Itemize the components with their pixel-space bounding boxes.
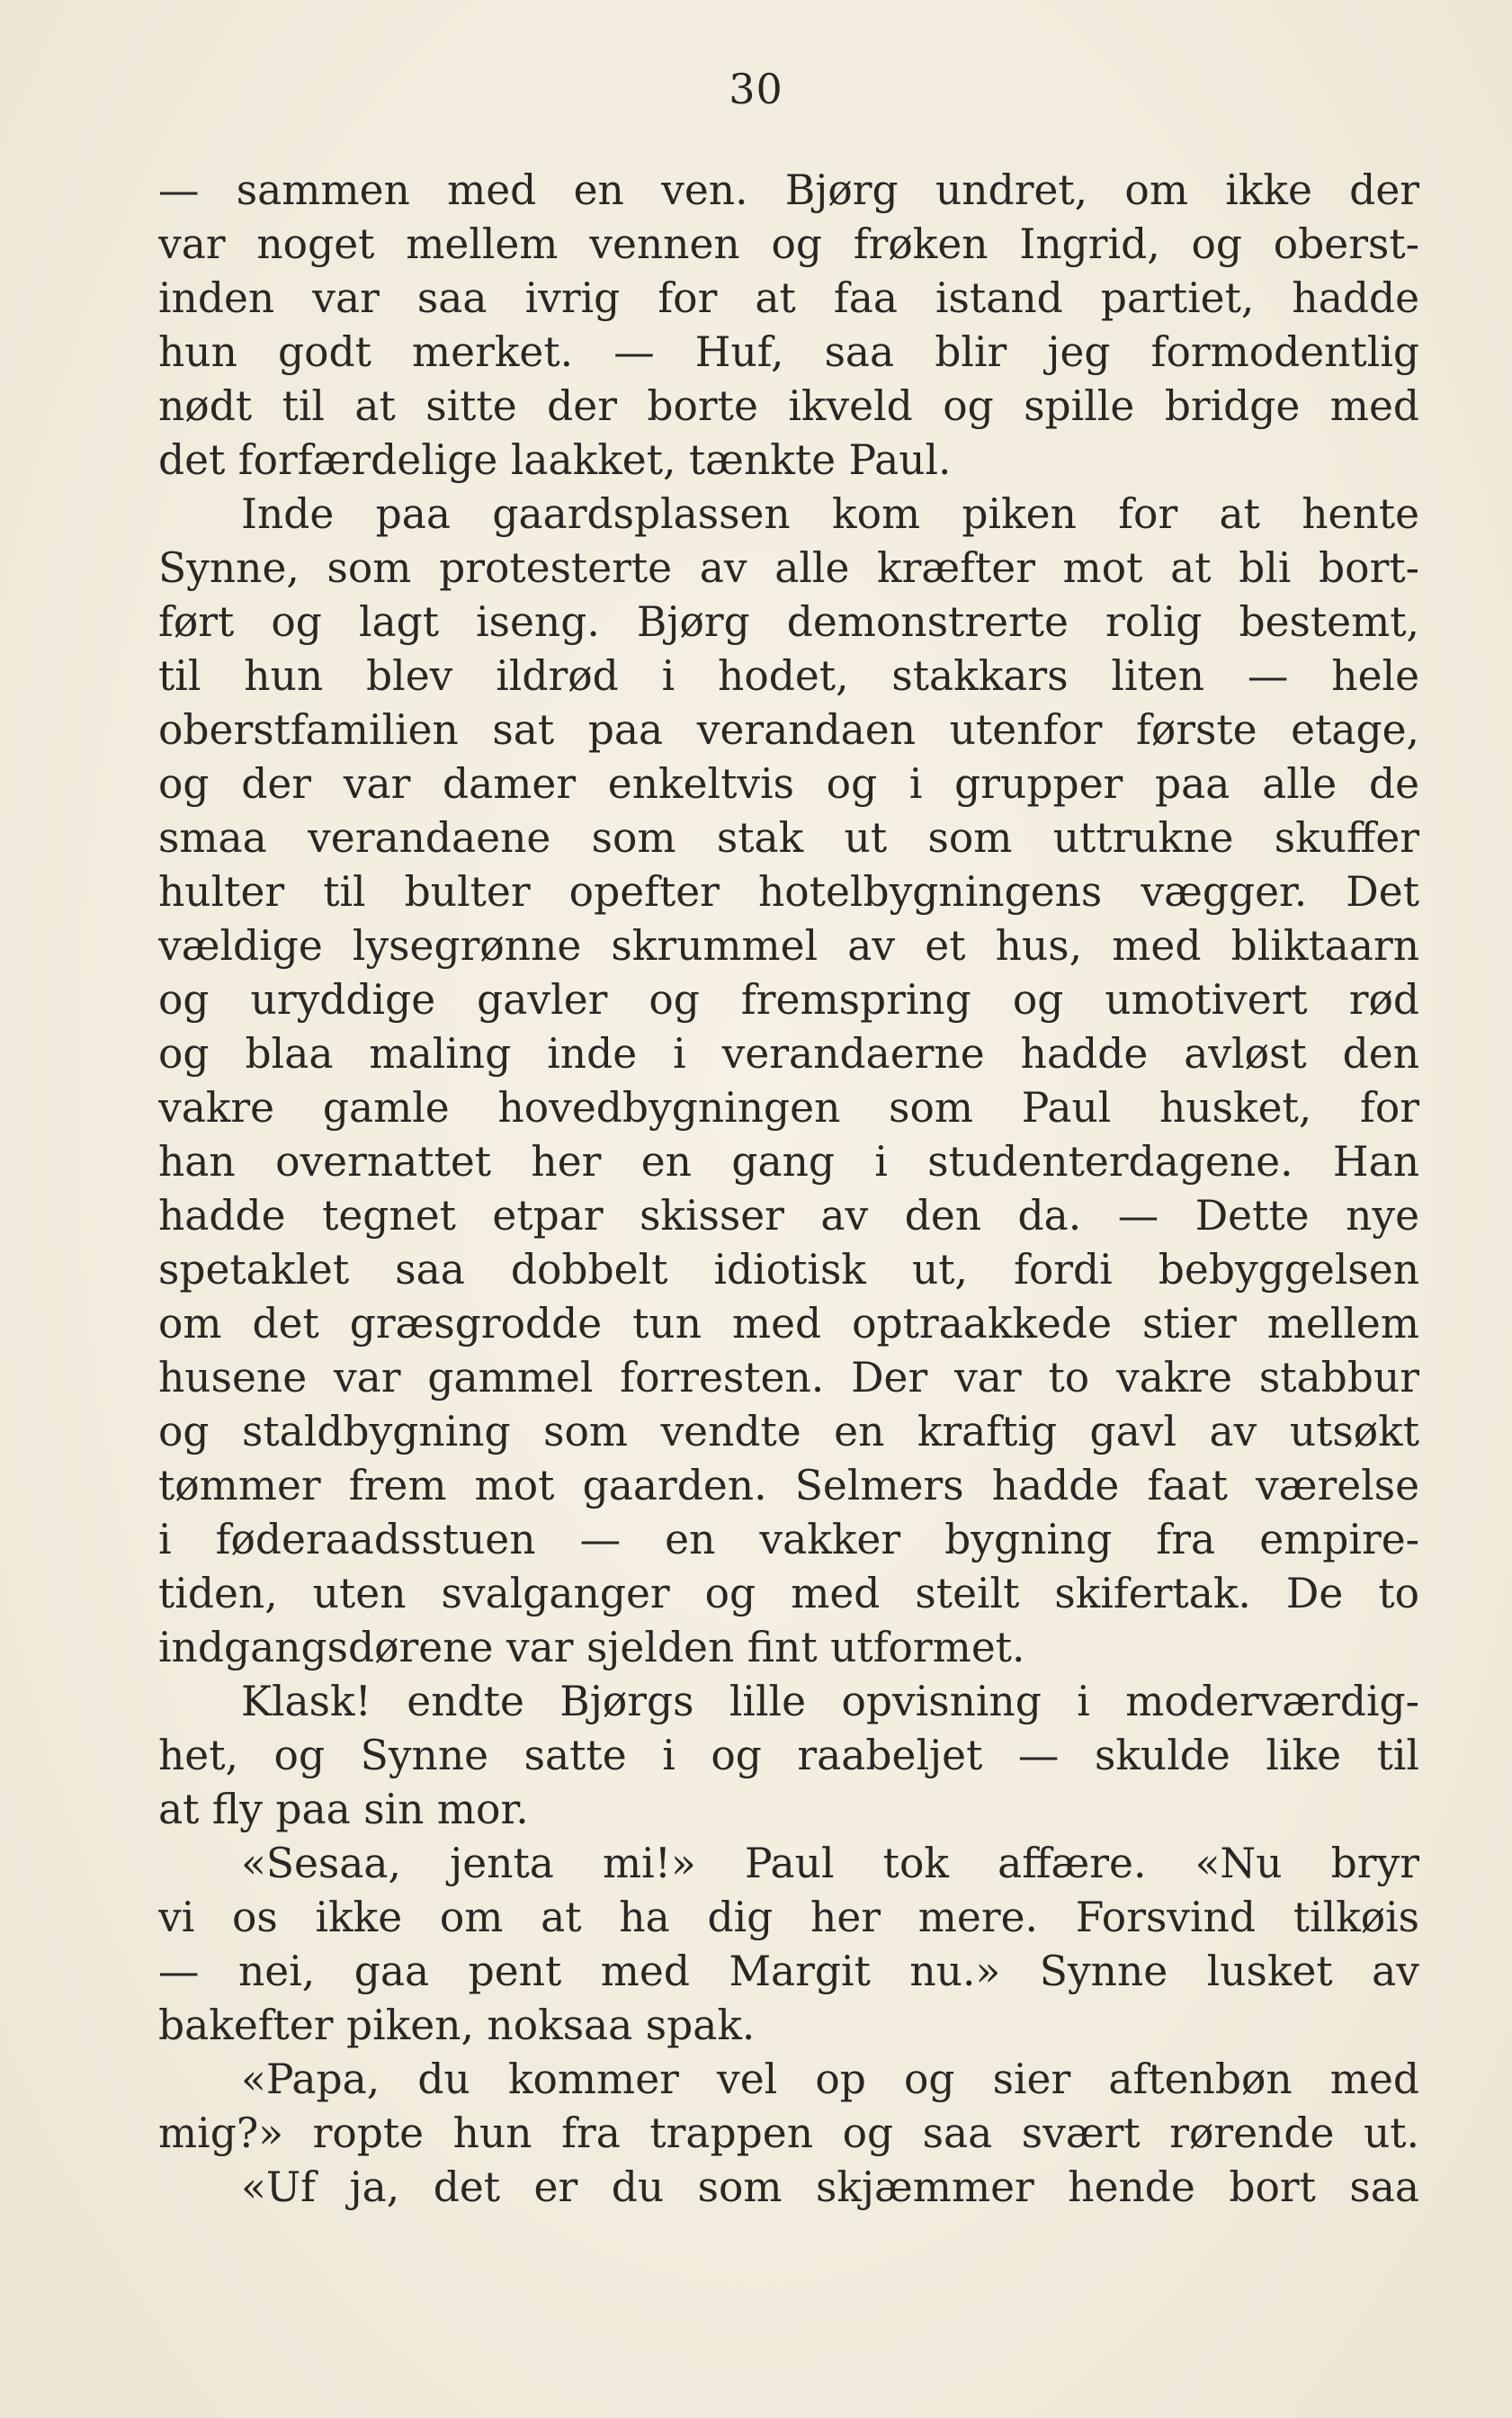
text-line: og uryddige gavler og fremspring og umotivert rød [158,976,1419,1024]
text-line: og blaa maling inde i verandaerne hadde avløst den [158,1030,1419,1078]
body-text [158,164,1419,2215]
text-line: «Sesaa, jenta mi!» Paul tok affære. «Nu bryr [241,1840,1419,1887]
text-line: hulter til bulter opefter hotelbygningens vægger. Det [158,868,1419,916]
text-line: het, og Synne satte i og raabeljet — skulde like til [158,1732,1419,1779]
text-line: han overnattet her en gang i studenterdagene. Han [158,1138,1419,1186]
page-number: 30 [729,65,783,113]
text-line: bakefter piken, noksaa spak. [158,2002,756,2049]
text-line: spetaklet saa dobbelt idiotisk ut, fordi bebyggelsen [158,1246,1419,1294]
text-line: mig?» ropte hun fra trappen og saa svært rørende ut. [158,2109,1419,2157]
text-line: til hun blev ildrød i hodet, stakkars liten — hele [158,652,1419,700]
text-line: nødt til at sitte der borte ikveld og spille bridge med [158,382,1419,430]
text-line: oberstfamilien sat paa verandaen utenfor første etage, [158,706,1419,754]
text-line: i føderaadsstuen — en vakker bygning fra empire- [158,1516,1419,1563]
text-line: tømmer frem mot gaarden. Selmers hadde faat værelse [158,1462,1419,1509]
text-line: var noget mellem vennen og frøken Ingrid, og oberst- [158,220,1419,268]
text-line: — sammen med en ven. Bjørg undret, om ikke der [158,166,1419,214]
text-line: om det græsgrodde tun med optraakkede stier mellem [158,1300,1419,1348]
text-line: det forfærdelige laakket, tænkte Paul. [158,436,952,484]
text-line: husene var gammel forresten. Der var to vakre stabbur [158,1354,1419,1402]
text-line: Klask! endte Bjørgs lille opvisning i moderværdig- [241,1678,1419,1725]
text-line: vældige lysegrønne skrummel av et hus, med bliktaarn [158,922,1419,970]
text-line: Synne, som protesterte av alle kræfter mot at bli bort- [158,544,1419,592]
text-line: vakre gamle hovedbygningen som Paul husket, for [158,1084,1419,1132]
text-line: og der var damer enkeltvis og i grupper paa alle de [158,760,1419,808]
text-line: inden var saa ivrig for at faa istand partiet, hadde [158,274,1419,322]
text-line: ført og lagt iseng. Bjørg demonstrerte rolig bestemt, [158,598,1419,646]
text-line: at fly paa sin mor. [158,1786,529,1833]
text-line: «Uf ja, det er du som skjæmmer hende bort saa [241,2163,1419,2211]
text-line: indgangsdørene var sjelden fint utformet. [158,1624,1025,1671]
text-line: hun godt merket. — Huf, saa blir jeg formodentlig [158,328,1419,376]
text-line: smaa verandaene som stak ut som uttrukne skuffer [158,814,1419,862]
text-line: hadde tegnet etpar skisser av den da. — Dette nye [158,1192,1419,1240]
text-line: tiden, uten svalganger og med steilt skifertak. De to [158,1570,1419,1617]
text-line: Inde paa gaardsplassen kom piken for at hente [241,490,1419,538]
text-line: og staldbygning som vendte en kraftig gavl av utsøkt [158,1408,1419,1455]
text-line: «Papa, du kommer vel op og sier aftenbøn med [241,2055,1419,2103]
text-line: vi os ikke om at ha dig her mere. Forsvind tilkøis [158,1894,1419,1941]
text-line: — nei, gaa pent med Margit nu.» Synne lusket av [158,1948,1419,1995]
